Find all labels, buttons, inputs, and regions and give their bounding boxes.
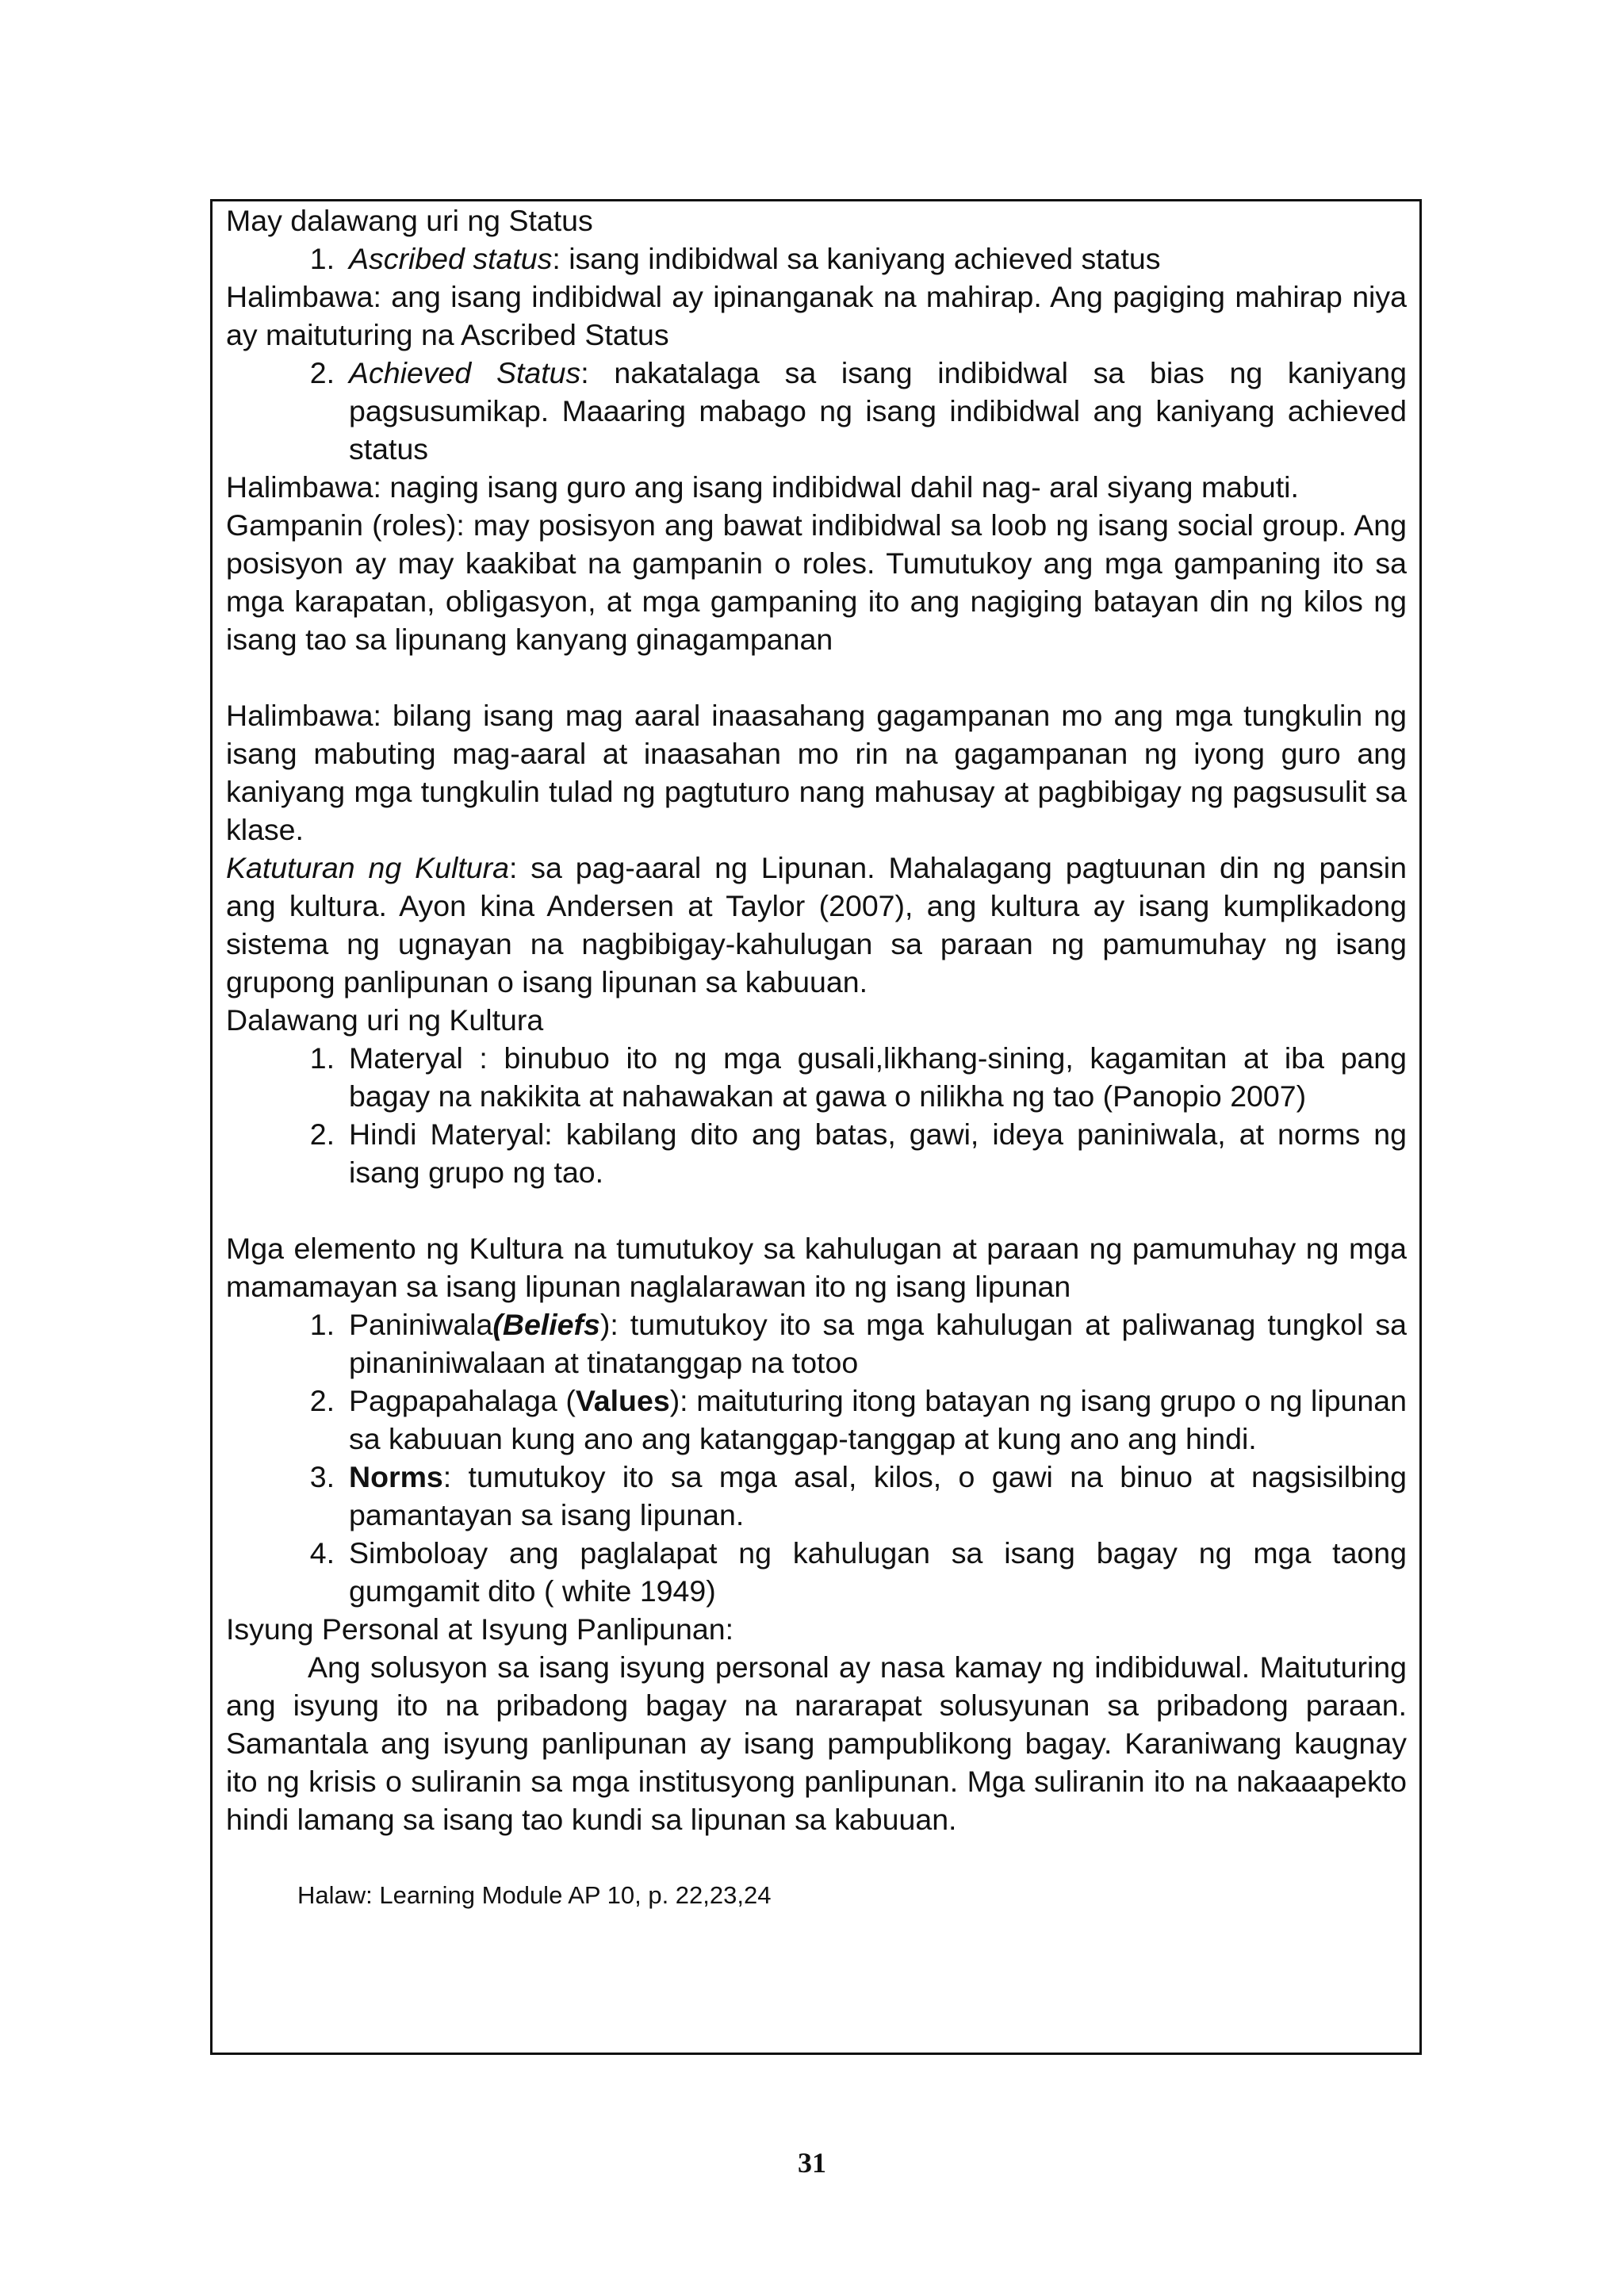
list-text: Materyal : binubuo ito ng mga gusali,likhang-sining, kagamitan at iba pang bagay na nakikita at nahawakan at gawa o nilikha ng tao (Panopio 2007) [349, 1041, 1407, 1113]
ascribed-example: Halimbawa: ang isang indibidwal ay ipinanganak na mahirap. Ang pagiging mahirap niya ay maituturing na Ascribed Status [226, 280, 1407, 351]
status-section-title: May dalawang uri ng Status [226, 204, 593, 237]
issues-title: Isyung Personal at Isyung Panlipunan: [226, 1612, 734, 1646]
elements-intro: Mga elemento ng Kultura na tumutukoy sa kahulugan at paraan ng pamumuhay ng mga mamamayan sa isang lipunan naglalarawan ito ng isang lipunan [226, 1232, 1407, 1303]
elements-list [226, 1305, 1407, 1610]
list-item [226, 1115, 1407, 1191]
culture-types-title: Dalawang uri ng Kultura [226, 1003, 544, 1037]
term: Achieved Status [349, 356, 581, 389]
list-item [226, 1039, 1407, 1115]
roles-example: Halimbawa: bilang isang mag aaral inaasahang gagampanan mo ang mga tungkulin ng isang mabuting mag-aaral at inaasahan mo rin na gagampanan ng iyong guro ang kaniyang mga tungkulin tulad ng pagtuturo nang mahusay at pagbibigay ng pagsusulit sa klase. [226, 699, 1407, 846]
list-number: 1. [309, 1041, 335, 1075]
list-text: Simboloay ang paglalapat ng kahulugan sa isang bagay ng mga taong gumgamit dito ( white 1949) [349, 1536, 1407, 1608]
list-item [226, 1458, 1407, 1534]
list-text: Hindi Materyal: kabilang dito ang batas, gawi, ideya paniniwala, at norms ng isang grupo ng tao. [349, 1117, 1407, 1189]
list-text: Achieved Status: nakatalaga sa isang indibidwal sa bias ng kaniyang pagsusumikap. Maaaring mabago ng isang indibidwal ang kaniyang achieved status [349, 356, 1408, 466]
list-text: Norms: tumutukoy ito sa mga asal, kilos, o gawi na binuo at nagsisilbing pamantayan sa isang lipunan. [349, 1460, 1407, 1531]
status-list [226, 240, 1407, 278]
term: Katuturan ng Kultura [226, 851, 509, 884]
term: Ascribed status [349, 242, 553, 275]
list-number: 1. [309, 1308, 335, 1341]
roles-paragraph: Gampanin (roles): may posisyon ang bawat indibidwal sa loob ng isang social group. Ang posisyon ay may kaakibat na gampanin o roles. Tumutukoy ang mga gampaning ito sa mga karapatan, obligasyon, at mga gampaning ito ang nagiging batayan din ng kilos ng isang tao sa lipunang kanyang ginagampanan [226, 508, 1407, 656]
issues-paragraph: Ang solusyon sa isang isyung personal ay nasa kamay ng indibiduwal. Maituturing ang isyung ito na pribadong bagay na nararapat solusyunan sa pribadong paraan. Samantala ang isyung panlipunan ay isang pampublikong bagay. Karaniwang kaugnay ito ng krisis o suliranin sa mga institusyong panlipunan. Mga suliranin ito na nakaaapekto hindi lamang sa isang tao kundi sa lipunan sa kabuuan. [226, 1650, 1407, 1836]
document-body [226, 201, 1407, 1911]
list-item [226, 1534, 1407, 1610]
list-item [226, 1382, 1407, 1458]
culture-paragraph: Katuturan ng Kultura: sa pag-aaral ng Lipunan. Mahalagang pagtuunan din ng pansin ang kultura. Ayon kina Andersen at Taylor (2007), ang kultura ay isang kumplikadong sistema ng ugnayan na nagbibigay-kahulugan sa paraan ng pamumuhay ng isang grupong panlipunan o isang lipunan sa kabuuan. [226, 851, 1407, 999]
status-list-2 [226, 354, 1407, 468]
source-citation: Halaw: Learning Module AP 10, p. 22,23,24 [297, 1881, 772, 1909]
list-text: Pagpapahalaga (Values): maituturing itong batayan ng isang grupo o ng lipunan sa kabuuan kung ano ang katanggap-tanggap at kung ano ang hindi. [349, 1384, 1407, 1455]
page-number: 31 [798, 2147, 826, 2179]
list-number: 3. [309, 1460, 335, 1493]
list-text: Ascribed status: isang indibidwal sa kaniyang achieved status [349, 242, 1161, 275]
list-item [226, 1305, 1407, 1382]
list-item [226, 240, 1407, 278]
list-number: 1. [309, 242, 335, 275]
content-box [210, 199, 1422, 2055]
list-number: 4. [309, 1536, 335, 1570]
list-item [226, 354, 1407, 468]
achieved-example: Halimbawa: naging isang guro ang isang indibidwal dahil nag- aral siyang mabuti. [226, 470, 1299, 504]
list-number: 2. [309, 356, 335, 389]
list-number: 2. [309, 1384, 335, 1417]
list-text: Paniniwala(Beliefs): tumutukoy ito sa mga kahulugan at paliwanag tungkol sa pinaniniwalaan at tinatanggap na totoo [349, 1308, 1407, 1379]
list-number: 2. [309, 1117, 335, 1151]
culture-types-list [226, 1039, 1407, 1191]
